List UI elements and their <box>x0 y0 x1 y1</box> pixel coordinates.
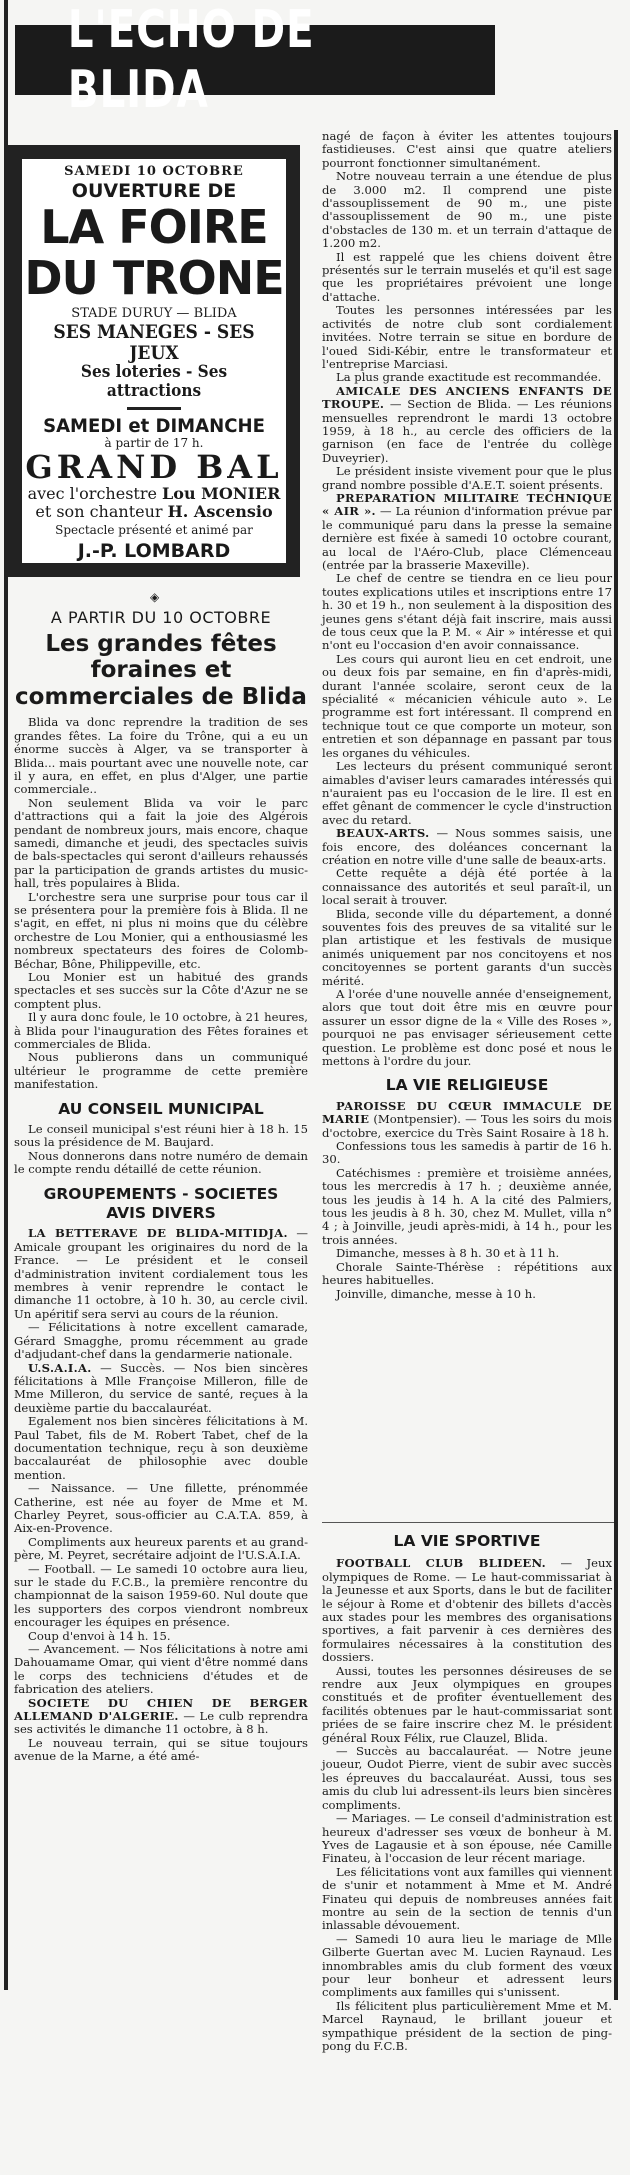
ad-separator <box>127 407 181 410</box>
article-fetes <box>14 608 308 1764</box>
ad-days: SAMEDI et DIMANCHE <box>43 414 265 437</box>
right-column <box>322 130 612 1301</box>
notice-felicitations: — Félicitations à notre excellent camarade, Gérard Smagghe, promu récemment au grade d'adjudant-chef dans la gendarmerie nationale. <box>14 1320 308 1362</box>
ad-presented: Spectacle présenté et animé par <box>55 523 253 538</box>
ad-orchestra-prefix: avec l'orchestre <box>27 484 157 504</box>
para-familles: Les félicitations vont aux familles qui viennent de s'unir et notamment à Mme et M. André Finateu qui depuis de nombreuses années fait montre au sein de la section de tennis d'un inlassable dévouement. <box>322 1864 612 1933</box>
notice-title: PAROISSE DU CŒUR IMMACULE DE MARIE <box>322 1098 612 1127</box>
article-paragraph: Blida va donc reprendre la tradition de ses grandes fêtes. La foire du Trône, qui a eu un énorme succès à Alger, va se transporter à Blida... mais pourtant avec une nouvelle note, car il y aura, en effet, en plus d'Alger, une partie commerciale.. <box>14 715 308 797</box>
ad-title-line2: DU TRONE <box>24 250 284 305</box>
ad-place: STADE DURUY — BLIDA <box>71 306 237 322</box>
para-dimanche: Dimanche, messes à 8 h. 30 et à 11 h. <box>336 1246 560 1261</box>
notice-chien <box>14 1697 308 1737</box>
para-felicitent: Ils félicitent plus particulièrement Mme et M. Marcel Raynaud, le brillant joueur et sympathique président de la section de ping-pong du F.C.B. <box>322 1998 612 2053</box>
advertisement-content <box>22 159 286 563</box>
sportive-heading: LA VIE SPORTIVE <box>393 1532 541 1550</box>
section-divider <box>322 1522 614 1523</box>
para-joinville: Joinville, dimanche, messe à 10 h. <box>336 1286 536 1301</box>
notice-text: — La réunion d'information prévue par le communiqué paru dans la presse la semaine dernière est fixée à samedi 10 octobre courant, au local de l'Aéro-Club, place Clémenceau (entrée par la brasserie Maxeville). <box>322 504 612 572</box>
notice-usaia <box>14 1362 308 1416</box>
notice-paroisse <box>322 1100 612 1140</box>
para-chef: Le chef de centre se tiendra en ce lieu pour toutes explications utiles et inscriptions entre 17 h. 30 et 19 h., non seulement à la disposition des jeunes gens s'étant déjà fait inscrire, mais aussi de tous ceux que la P. M. « Air » intéresse et qui n'ont eu l'occasion d'en avoir connaissance. <box>322 571 612 653</box>
article-kicker: A PARTIR DU 10 OCTOBRE <box>50 608 272 627</box>
para-cours: Les cours qui auront lieu en cet endroit, une ou deux fois par semaine, en fin d'après-midi, durant l'année scolaire, seront ceux de la spécialité « mécanicien véhicule auto ». Le programme est fort intéressant. Il comprend en technique tout ce que comporte un moteur, son entretien et son dépannage en passant par tous les organes du véhicules. <box>322 651 612 760</box>
article-headline: Les grandes fêtes foraines et commerciales de Blida <box>15 631 307 710</box>
notice-compliments: Compliments aux heureux parents et au grand-père, M. Peyret, secrétaire adjoint de l'U.S.A.I.A. <box>14 1534 308 1563</box>
notice-betterave <box>14 1227 308 1321</box>
para-personnes: Toutes les personnes intéressées par les activités de notre club sont cordialement invitées. Notre terrain se situe en bordure de l'oued Sidi-Kébir, entre le transformateur et l'entreprise Marciasi. <box>322 303 612 371</box>
notice-pmt <box>322 492 612 572</box>
para-confessions: Confessions tous les samedis à partir de 16 h. 30. <box>322 1139 612 1167</box>
masthead-title: L'ECHO DE BLIDA <box>67 0 315 120</box>
ad-opening: OUVERTURE DE <box>71 180 237 203</box>
notice-text: — Succès. — Nos bien sincères félicitations à Mlle Françoise Milleron, fille de Mme Milleron, du service de santé, reçues à la deuxième partie du baccalauréat. <box>14 1360 308 1415</box>
notice-tabet: Egalement nos bien sincères félicitations à M. Paul Tabet, fils de M. Robert Tabet, chef de la documentation technique, reçu à son deuxième baccalauréat de philosophie avec double mention. <box>14 1414 308 1482</box>
para-chiens: Il est rappelé que les chiens doivent être présentés sur le terrain muselés et qu'il est sage que les propriétaires prévoient une longe d'attache. <box>322 249 612 304</box>
ad-date: SAMEDI 10 OCTOBRE <box>64 164 244 179</box>
para-samedi: — Samedi 10 aura lieu le mariage de Mlle Gilberte Guertan avec M. Lucien Raynaud. Les innombrables amis du club forment des vœux pour leur bonheur et adressent leurs compliments aux familles qui s'unissent. <box>322 1931 612 2000</box>
notice-title: FOOTBALL CLUB BLIDEEN. <box>336 1556 546 1571</box>
sportive-column <box>322 1532 612 2053</box>
masthead <box>15 0 495 120</box>
para-oree: A l'orée d'une nouvelle année d'enseignement, alors que tout doit être mis en œuvre pour assurer un essor digne de la « Ville des Roses », pourquoi ne pas envisager sérieusement cette question. Le problème est donc posé et nous le mettons à l'ordre du jour. <box>322 987 612 1069</box>
para-chorale: Chorale Sainte-Thérèse : répétitions aux heures habituelles. <box>322 1259 612 1288</box>
ornament-icon: ◈ <box>150 590 160 604</box>
notice-avancement: — Avancement. — Nos félicitations à notre ami Dahouamame Omar, qui vient d'être nommé dans le corps des techniciens d'études et de fabrication des ateliers. <box>14 1642 308 1697</box>
ad-singer-prefix: et son chanteur <box>35 501 163 521</box>
conseil-paragraph: Nous donnerons dans notre numéro de demain le compte rendu détaillé de cette réunion. <box>14 1148 308 1177</box>
groupements-heading-line2: AVIS DIVERS <box>106 1204 216 1223</box>
para-exactitude: La plus grande exactitude est recommandée. <box>336 370 602 385</box>
ad-event: GRAND BAL <box>25 447 283 486</box>
ad-singer-name: H. Ascensio <box>167 501 273 521</box>
notice-title: U.S.A.I.A. <box>28 1360 92 1375</box>
article-paragraph: Il y aura donc foule, le 10 octobre, à 21 heures, à Blida pour l'inauguration des Fêtes foraines et commerciales de Blida. <box>14 1010 308 1052</box>
ad-title-line1: LA FOIRE <box>40 200 268 255</box>
article-paragraph: Nous publierons dans un communiqué ultérieur le programme de cette première manifestation. <box>14 1050 308 1092</box>
notice-beaux-arts <box>322 827 612 867</box>
notice-text: — Nous sommes saisis, une fois encore, des doléances concernant la création en notre ville d'une salle de beaux-arts. <box>322 826 612 867</box>
para-aussi: Aussi, toutes les personnes désireuses de se rendre aux Jeux olympiques en groupes constitués et de profiter éventuellement des facilités obtenues par le haut-commissariat sont priées de se faire inscrire chez M. le président général Roux Félix, rue Clauzel, Blida. <box>322 1663 612 1745</box>
notice-title: AMICALE DES ANCIENS ENFANTS DE TROUPE. <box>322 383 612 412</box>
para-bac: — Succès au baccalauréat. — Notre jeune joueur, Oudot Pierre, vient de subir avec succès les épreuves du baccalauréat. Aussi, tous ses amis du club lui adressent-ils leurs bien sincères compliments. <box>322 1744 612 1812</box>
notice-text: (Montpensier). — Tous les soirs du mois d'octobre, exercice du Très Saint Rosaire à 18 h. <box>322 1112 612 1140</box>
notice-title: SOCIETE DU CHIEN DE BERGER ALLEMAND D'ALGERIE. <box>14 1695 308 1724</box>
para-mariages: — Mariages. — Le conseil d'administration est heureux d'adresser ses vœux de bonheur à M. Yves de Lagausie et à son épouse, née Camille Finateu, à l'occasion de leur récent mariage. <box>322 1811 612 1866</box>
ad-presenter: J.-P. LOMBARD <box>77 540 231 563</box>
notice-text: — Section de Blida. — Les réunions mensuelles reprendront le mardi 13 octobre 1959, à 18 h., au cercle des officiers de la garnison (en face de l'entrée du collège Duveyrier). <box>322 397 612 465</box>
fair-advertisement <box>8 145 300 577</box>
groupements-heading-line1: GROUPEMENTS - SOCIETES <box>43 1184 279 1203</box>
notice-coup-envoi: Coup d'envoi à 14 h. 15. <box>28 1628 171 1643</box>
notice-text: — Amicale groupant les originaires du nord de la France. — Le président et le conseil d'administration invitent cordialement tous les membres à venir reprendre le contact le dimanche 11 octobre, à 10 h. 30, au cercle civil. Un apéritif sera servi au cours de la réunion. <box>14 1226 309 1321</box>
para-requete: Cette requête a déjà été portée à la connaissance des autorités et seul paraît-il, un local serait à trouver. <box>322 866 612 908</box>
article-paragraph: Non seulement Blida va voir le parc d'attractions qui a fait la joie des Algérois pendant de nombreux jours, mais encore, chaque samedi, dimanche et jeudi, des spectacles suivis de bals-spectacles qui seront d'ailleurs rehaussés par la participation de grands artistes du music-hall, très populaires à Blida. <box>14 795 308 891</box>
para-lecteurs: Les lecteurs du présent communiqué seront aimables d'aviser leurs camarades intéressés qui n'auraient pas eu l'occasion de le lire. Il est en effet gênant de commencer le cycle d'instruction avec du retard. <box>322 759 612 827</box>
ad-orchestra <box>22 485 286 503</box>
notice-terrain-start: Le nouveau terrain, qui se situe toujours avenue de la Marne, a été amé- <box>14 1735 308 1764</box>
notice-title: LA BETTERAVE DE BLIDA-MITIDJA. <box>28 1226 288 1241</box>
notice-football: — Football. — Le samedi 10 octobre aura lieu, sur le stade du F.C.B., la première rencontre du championnat de la saison 1959-60. Nul doute que les supporters des corpos viendront nombreux encourager les équipes en présence. <box>14 1561 308 1630</box>
notice-fcb <box>322 1557 612 1664</box>
ad-time: à partir de 17 h. <box>104 435 204 450</box>
para-catechismes: Catéchismes : première et troisième années, tous les mercredis à 17 h. ; deuxième année, tous les jeudis à 14 h. A la cité des Palmiers, tous les jeudis à 8 h. 30, chez M. Mullet, villa n° 4 ; à Joinville, jeudi après-midi, à 14 h., pour les trois années. <box>322 1165 612 1247</box>
ad-orchestra-name: Lou MONIER <box>162 484 281 504</box>
notice-title: BEAUX-ARTS. <box>336 826 430 841</box>
ad-features-1: SES MANEGES - SES JEUX <box>53 320 255 364</box>
conseil-heading: AU CONSEIL MUNICIPAL <box>58 1099 264 1118</box>
ad-features-2: Ses loteries - Ses attractions <box>80 362 228 402</box>
notice-naissance: — Naissance. — Une fillette, prénommée Catherine, est née au foyer de Mme et M. Charley Peyret, sous-officier au C.A.T.A. 859, à Aix-en-Provence. <box>14 1481 308 1536</box>
notice-text: — Le culb reprendra ses activités le dimanche 11 octobre, à 8 h. <box>14 1709 308 1737</box>
chien-continued: nagé de façon à éviter les attentes toujours fastidieuses. C'est ainsi que quatre ateliers pourront fonctionner simultanément. <box>322 129 612 170</box>
right-border-rule <box>614 130 618 2000</box>
notice-amicale <box>322 385 612 465</box>
notice-title: PREPARATION MILITAIRE TECHNIQUE « AIR ». <box>322 490 612 519</box>
notice-text: — Jeux olympiques de Rome. — Le haut-commissariat à la Jeunesse et aux Sports, dans le but de faciliter le séjour à Rome et d'obtenir des billets d'accès aux stades pour les membres des organisations sportives, a fait parvenir à ces dernières des formulaires nécessaires à la constitution des dossiers. <box>322 1556 612 1665</box>
ad-singer <box>22 503 286 521</box>
article-paragraph: L'orchestre sera une surprise pour tous car il se présentera pour la première fois à Blida. Il ne s'agit, en effet, ni plus ni moins que du célèbre orchestre de Lou Monier, qui a enthousiasmé les nombreux spectateurs des foires de Colomb-Béchar, Bône, Philippeville, etc. <box>14 889 308 971</box>
religieuse-heading: LA VIE RELIGIEUSE <box>385 1076 549 1095</box>
article-paragraph: Lou Monier est un habitué des grands spectacles et ses succès sur la Côte d'Azur ne se comptent plus. <box>14 970 308 1011</box>
para-blida: Blida, seconde ville du département, a donné souventes fois des preuves de sa vitalité sur le plan artistique et les festivals de musique animés uniquement par nos concitoyens et nos concitoyennes se portent garants d'un succès mérité. <box>322 906 612 988</box>
para-president: Le président insiste vivement pour que le plus grand nombre possible d'A.E.T. soient présents. <box>322 464 612 492</box>
conseil-paragraph: Le conseil municipal s'est réuni hier à 18 h. 15 sous la présidence de M. Baujard. <box>14 1122 308 1150</box>
para-terrain: Notre nouveau terrain a une étendue de plus de 3.000 m2. Il comprend une piste d'assouplissement de 90 m., une piste d'assouplissement de 90 m., une piste d'obstacles de 130 m. et un terrain d'attaque de 1.200 m2. <box>322 169 612 251</box>
